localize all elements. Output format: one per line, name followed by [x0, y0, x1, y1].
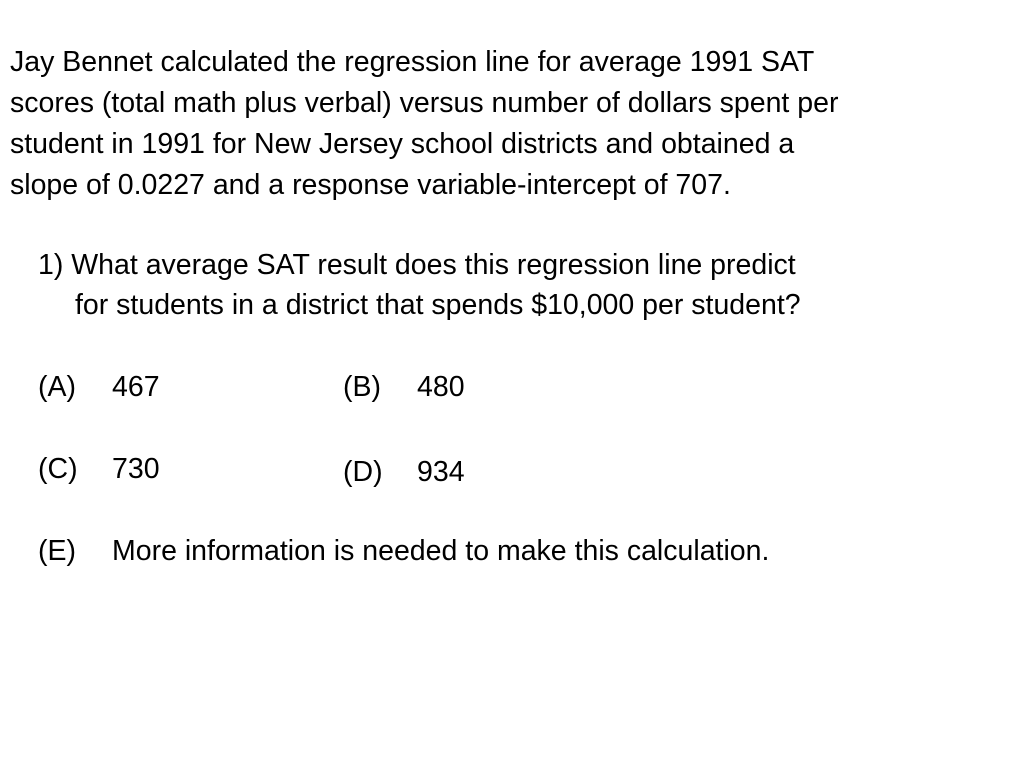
- problem-statement: [10, 42, 1015, 206]
- answer-option-c[interactable]: [38, 452, 160, 486]
- option-letter: (A): [38, 371, 76, 403]
- problem-line: slope of 0.0227 and a response variable-intercept of 707.: [10, 169, 731, 201]
- option-text: 467: [112, 371, 160, 403]
- answer-option-d[interactable]: [343, 455, 465, 489]
- option-text: 934: [417, 456, 465, 488]
- option-letter: (B): [343, 371, 381, 403]
- problem-line: Jay Bennet calculated the regression line for average 1991 SAT: [10, 46, 815, 78]
- option-text: More information is needed to make this calculation.: [112, 535, 770, 567]
- option-letter: (D): [343, 456, 383, 488]
- question-line: 1) What average SAT result does this regression line predict: [38, 249, 796, 281]
- answer-option-a[interactable]: [38, 370, 160, 404]
- option-text: 730: [112, 453, 160, 485]
- problem-line: student in 1991 for New Jersey school districts and obtained a: [10, 128, 795, 160]
- answer-option-e[interactable]: [38, 534, 769, 568]
- question-line: for students in a district that spends $10,000 per student?: [75, 289, 801, 321]
- problem-line: scores (total math plus verbal) versus number of dollars spent per: [10, 87, 839, 119]
- option-letter: (C): [38, 453, 78, 485]
- question-text: [38, 245, 801, 325]
- option-text: 480: [417, 371, 465, 403]
- option-letter: (E): [38, 535, 76, 567]
- answer-option-b[interactable]: [343, 370, 465, 404]
